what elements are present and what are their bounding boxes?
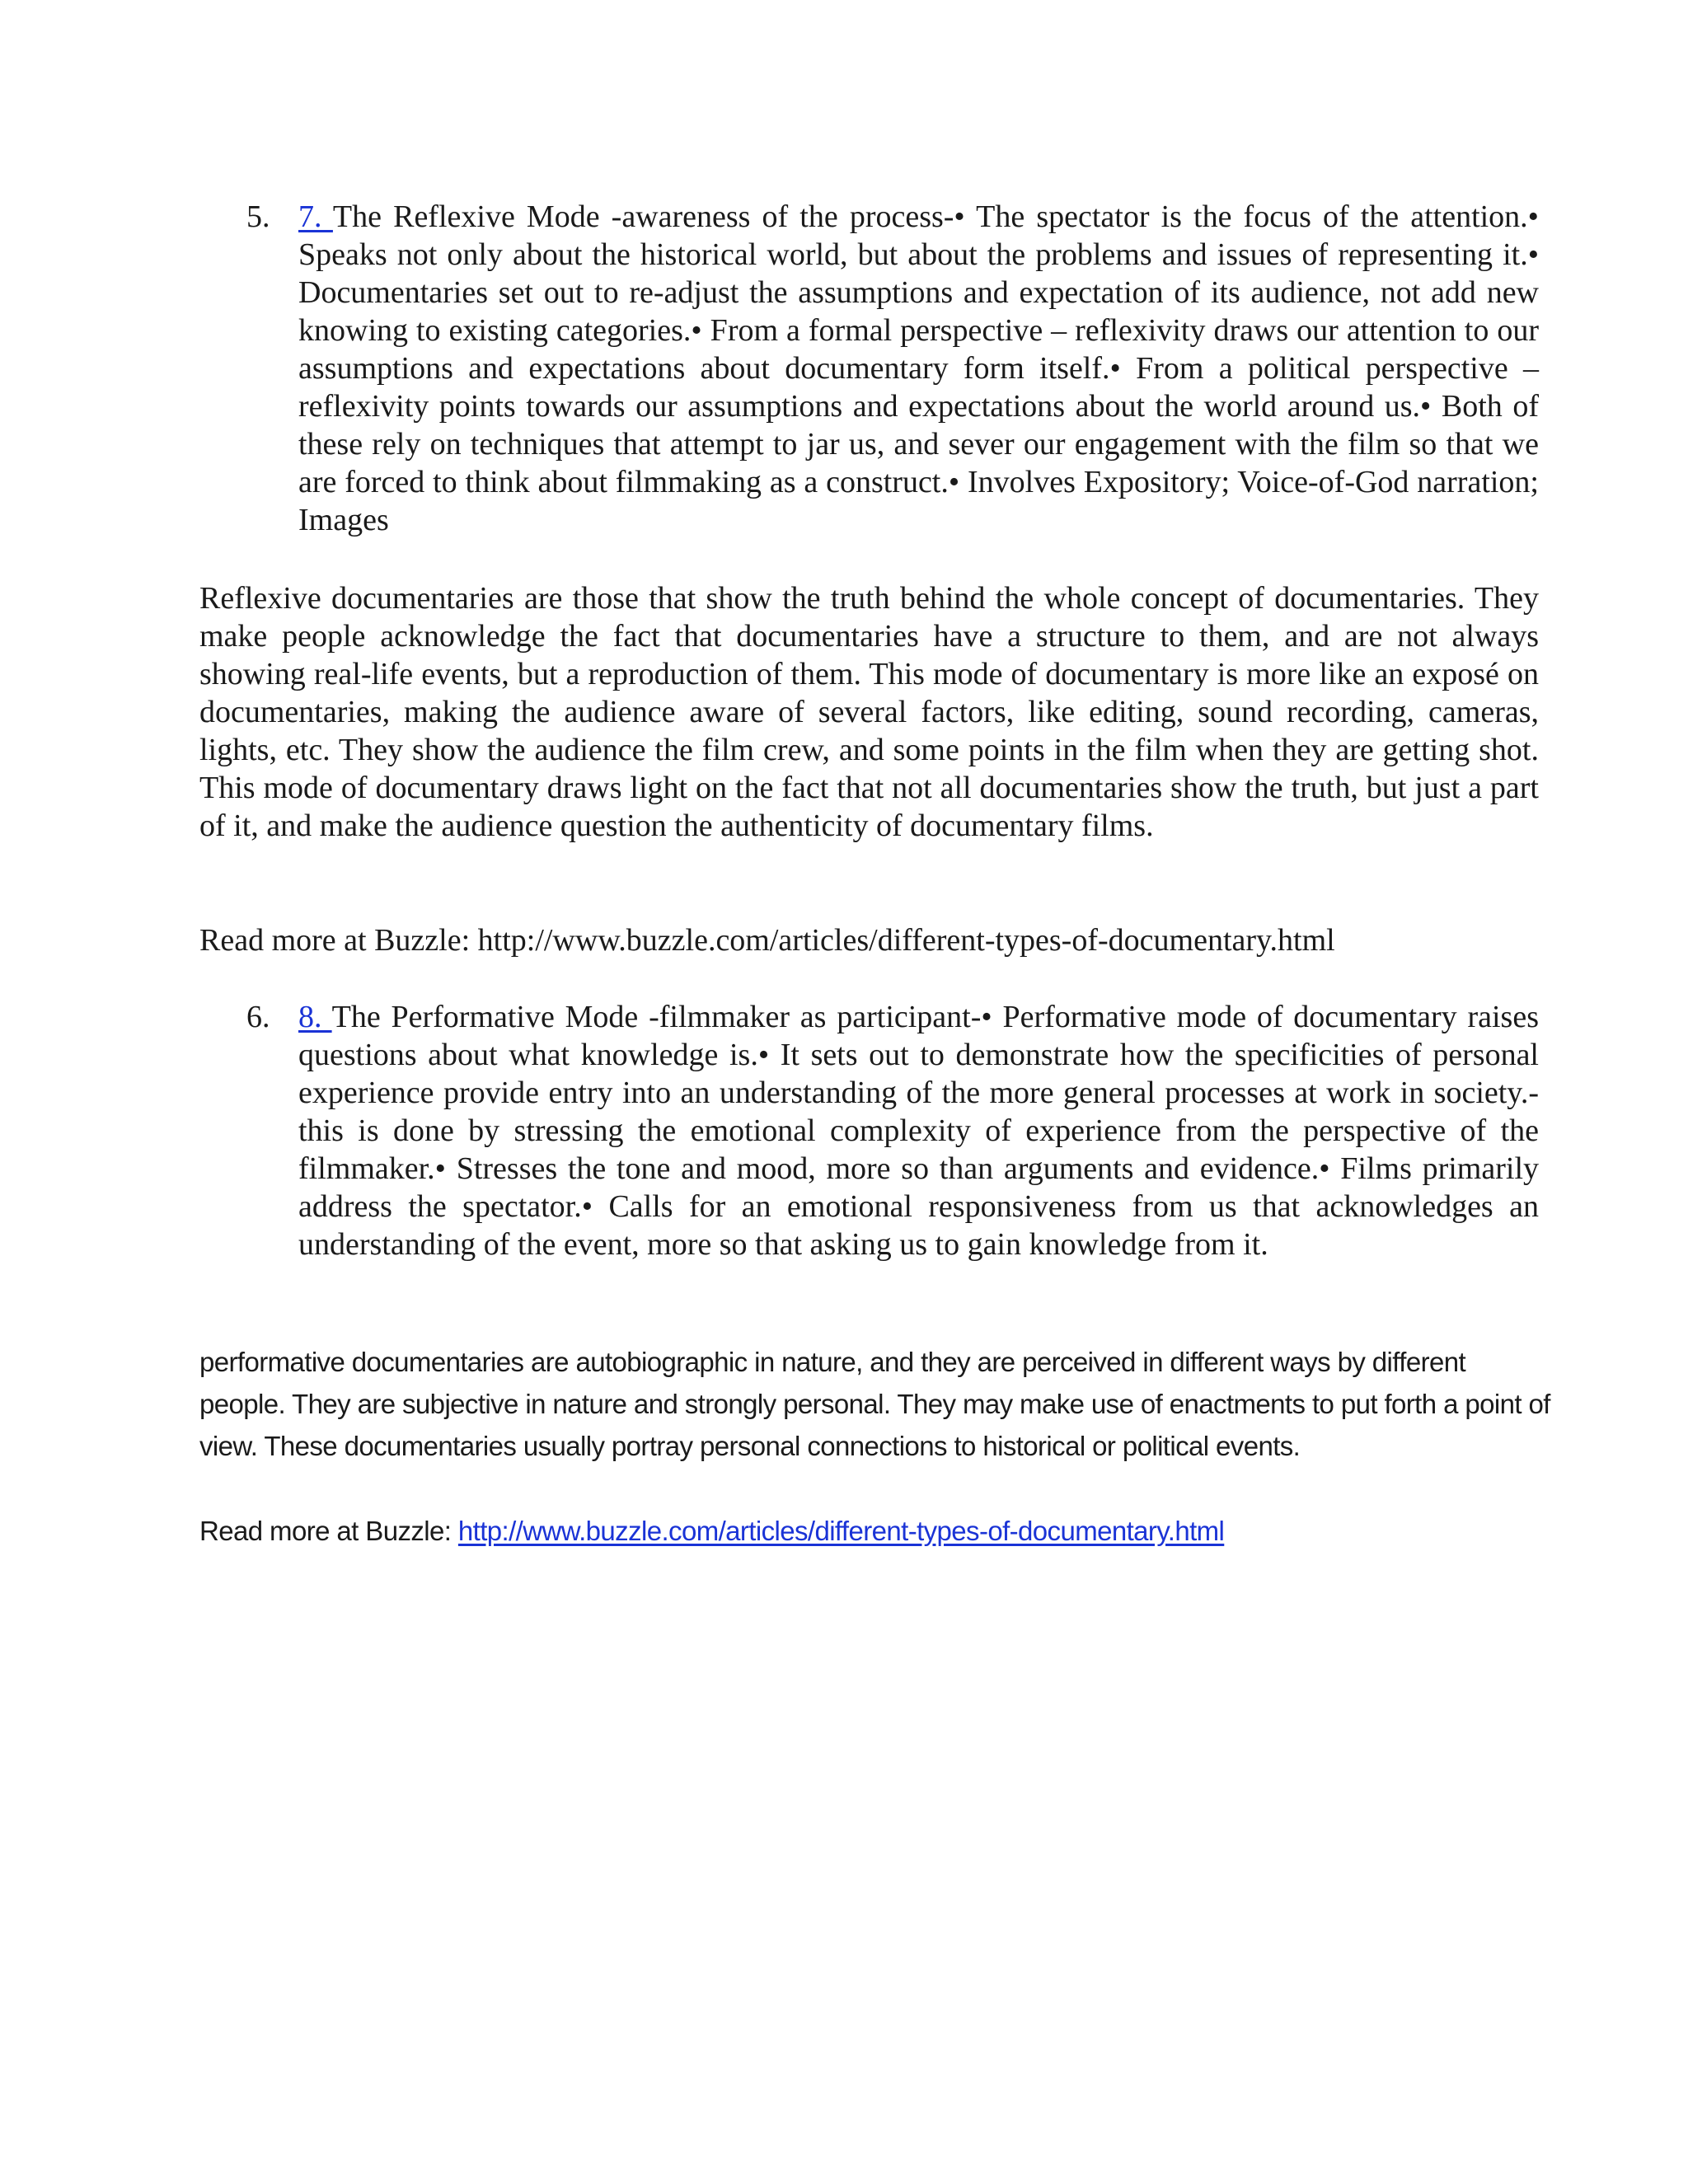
read-more-line: Read more at Buzzle: http://www.buzzle.com/articles/different-types-of-documentary.html bbox=[199, 923, 1335, 958]
performative-paragraph: performative documentaries are autobiographic in nature, and they are perceived in different ways by different people. They are subjective in nature and strongly personal. They may make use of enactments to put forth a point of view. These documentaries usually portray personal connections to historical or political events. bbox=[199, 1347, 1550, 1461]
buzzle-link[interactable]: http://www.buzzle.com/articles/different-types-of-documentary.html bbox=[457, 1516, 1225, 1546]
read-more-link-line bbox=[199, 1510, 1224, 1552]
reflexive-paragraph: Reflexive documentaries are those that show the truth behind the whole concept of documentaries. They make people acknowledge the fact that documentaries have a structure to them, and are not always showing real-life events, but a reproduction of them. This mode of documentary is more like an exposé on documentaries, making the audience aware of several factors, like editing, sound recording, cameras, lights, etc. They show the audience the film crew, and some points in the film when they are getting shot. This mode of documentary draws light on the fact that not all documentaries show the truth, but just a part of it, and make the audience question the authenticity of documentary films. bbox=[199, 581, 1539, 843]
list-item-number: 6. bbox=[246, 1000, 270, 1034]
section-link-7[interactable]: 7. bbox=[298, 199, 333, 234]
section-link-8[interactable]: 8. bbox=[298, 1000, 332, 1034]
read-more-prefix: Read more at Buzzle: bbox=[199, 1516, 458, 1546]
list-item-6 bbox=[246, 998, 1539, 1263]
reflexive-mode-text: The Reflexive Mode -awareness of the process-• The spectator is the focus of the attention.• Speaks not only about the historical world, but about the problems and issues of representing it.• Documentaries set out to re-adjust the assumptions and expectation of its audience, not add new knowing to existing categories.• From a formal perspective – reflexivity draws our attention to our assumptions and expectations about documentary form itself.• From a political perspective – reflexivity points towards our assumptions and expectations about the world around us.• Both of these rely on techniques that attempt to jar us, and sever our engagement with the film so that we are forced to think about filmmaking as a construct.• Involves Expository; Voice-of-God narration; Images bbox=[298, 199, 1539, 537]
list-item-5 bbox=[246, 198, 1539, 539]
list-item-number: 5. bbox=[246, 199, 270, 234]
performative-mode-text: The Performative Mode -filmmaker as participant-• Performative mode of documentary raises questions about what knowledge is.• It sets out to demonstrate how the specificities of personal experience provide entry into an understanding of the more general processes at work in society.- this is done by stressing the emotional complexity of experience from the perspective of the filmmaker.• Stresses the tone and mood, more so than arguments and evidence.• Films primarily address the spectator.• Calls for an emotional responsiveness from us that acknowledges an understanding of the event, more so that asking us to gain knowledge from it. bbox=[298, 1000, 1539, 1262]
